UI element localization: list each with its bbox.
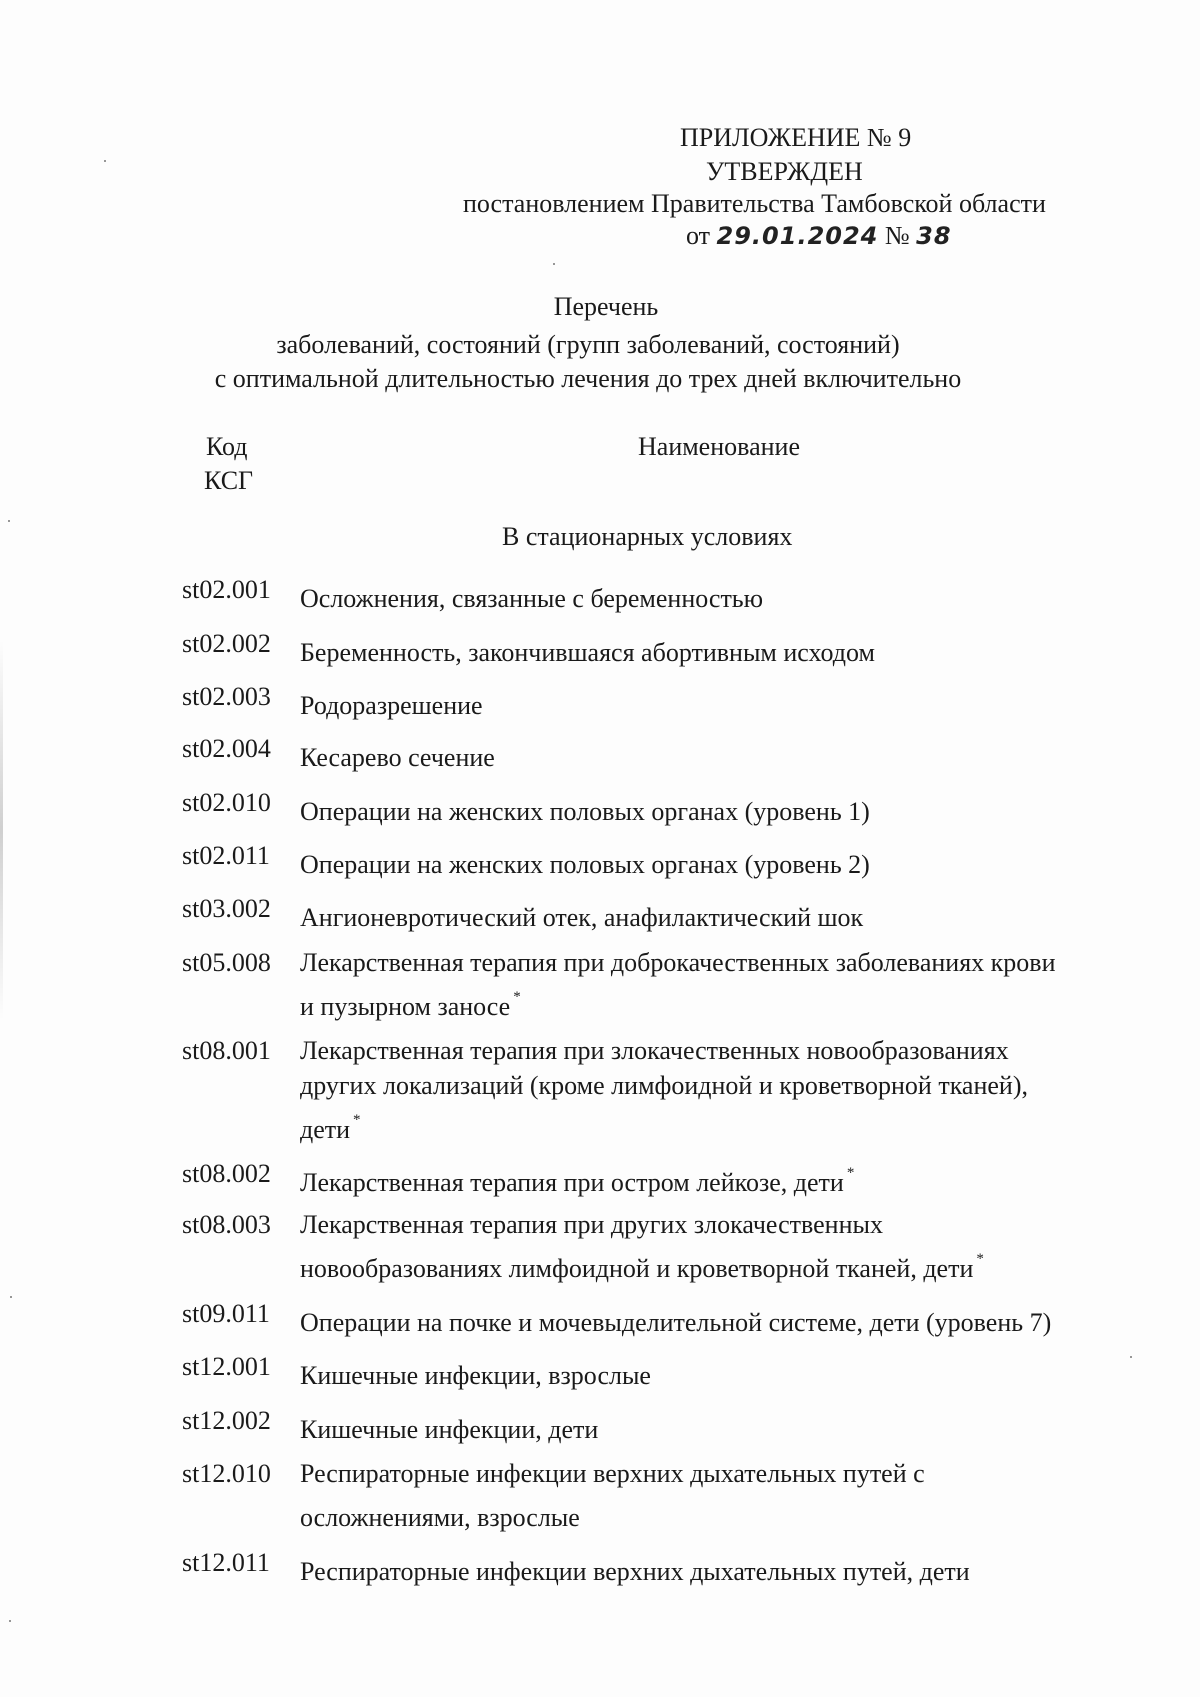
ksg-name <box>300 1456 1142 1535</box>
ksg-code: st12.011 <box>182 1548 270 1577</box>
ksg-code: st02.003 <box>182 682 271 711</box>
ksg-name-text: Лекарственная терапия при злокачественных новообразованиях других локализаций (кроме лимфоидной и кроветворной тканей), дети <box>300 1036 1028 1144</box>
table-row <box>182 1403 1142 1447</box>
table-row <box>182 1456 1142 1535</box>
ksg-code: st12.002 <box>182 1406 271 1435</box>
ksg-name <box>300 1349 1142 1393</box>
column-header-code-line2: КСГ <box>204 466 254 495</box>
ksg-code: st08.003 <box>182 1210 271 1239</box>
table-row <box>182 891 1142 935</box>
ksg-name <box>300 1545 1142 1589</box>
column-header-code-line1: Код <box>206 432 248 461</box>
approved-label: УТВЕРЖДЕН <box>706 157 863 186</box>
ksg-name-text: Лекарственная терапия при других злокачественных новообразованиях лимфоидной и кроветворной тканей, дети <box>300 1210 974 1283</box>
document-subtitle-line2: с оптимальной длительностью лечения до трех дней включительно <box>214 364 962 393</box>
ksg-code: st08.001 <box>182 1036 271 1065</box>
ksg-name-text: Кишечные инфекции, дети <box>300 1415 599 1444</box>
ksg-name-text: Родоразрешение <box>300 691 483 720</box>
table-row <box>182 1033 1142 1147</box>
ksg-name <box>300 626 1142 670</box>
ksg-code: st12.001 <box>182 1352 271 1381</box>
ksg-name-text: Лекарственная терапия при остром лейкозе, дети <box>300 1168 844 1197</box>
table-row <box>182 838 1142 882</box>
ksg-code: st05.008 <box>182 948 271 977</box>
ksg-code: st02.011 <box>182 841 270 870</box>
table-row <box>182 731 1142 775</box>
ksg-name <box>300 838 1142 882</box>
ksg-name-text: Респираторные инфекции верхних дыхательных путей, дети <box>300 1557 970 1586</box>
ksg-name <box>300 731 1142 775</box>
ksg-name <box>300 1403 1142 1447</box>
ksg-name-text: Лекарственная терапия при доброкачественных заболеваниях крови и пузырном заносе <box>300 948 1056 1021</box>
ksg-code: st08.002 <box>182 1159 271 1188</box>
ksg-code: st03.002 <box>182 894 271 923</box>
ksg-name <box>300 572 1142 616</box>
handwritten-number: 38 <box>916 222 952 250</box>
ksg-code: st02.001 <box>182 575 271 604</box>
ksg-name-text: Операции на женских половых органах (уровень 1) <box>300 797 870 826</box>
ksg-name <box>300 1296 1142 1340</box>
decree-line: постановлением Правительства Тамбовской области <box>463 189 1046 218</box>
appendix-number: ПРИЛОЖЕНИЕ № 9 <box>680 123 912 152</box>
column-header-name: Наименование <box>638 432 800 461</box>
table-row <box>182 572 1142 616</box>
ksg-name-text: Операции на женских половых органах (уровень 2) <box>300 850 870 879</box>
ksg-name <box>300 785 1142 829</box>
table-row <box>182 785 1142 829</box>
ksg-name-text: Кесарево сечение <box>300 743 495 772</box>
footnote-mark: * <box>846 1165 855 1181</box>
ksg-name <box>300 1033 1142 1147</box>
scan-edge-shadow <box>0 640 3 1020</box>
ksg-name <box>300 1207 1142 1286</box>
ksg-code: st02.002 <box>182 629 271 658</box>
footnote-mark: * <box>513 989 521 1005</box>
ksg-code: st12.010 <box>182 1459 271 1488</box>
table-row <box>182 626 1142 670</box>
ksg-name-text: Осложнения, связанные с беременностью <box>300 584 764 613</box>
ksg-name <box>300 891 1142 935</box>
ksg-name-text: Операции на почке и мочевыделительной системе, дети (уровень 7) <box>300 1308 1052 1337</box>
footnote-mark: * <box>976 1251 984 1267</box>
ksg-name-text: Беременность, закончившаяся абортивным исходом <box>300 638 875 667</box>
document-subtitle-line1: заболеваний, состояний (групп заболеваний, состояний) <box>276 330 900 359</box>
ksg-code: st02.004 <box>182 734 271 763</box>
ksg-code: st09.011 <box>182 1299 270 1328</box>
ksg-name <box>300 945 1142 1024</box>
document-title: Перечень <box>553 292 659 321</box>
table-row <box>182 1156 1142 1200</box>
ksg-name-text: Ангионевротический отек, анафилактический шок <box>300 903 864 932</box>
table-row <box>182 1349 1142 1393</box>
ksg-name <box>300 1156 1142 1200</box>
table-row <box>182 1296 1142 1340</box>
table-row <box>182 945 1142 1024</box>
table-row <box>182 1545 1142 1589</box>
ksg-name-text: Респираторные инфекции верхних дыхательных путей с осложнениями, взрослые <box>300 1459 925 1532</box>
ksg-name-text: Кишечные инфекции, взрослые <box>300 1361 651 1390</box>
ksg-code: st02.010 <box>182 788 271 817</box>
table-row <box>182 679 1142 723</box>
number-prefix: № <box>884 221 910 250</box>
ksg-name <box>300 679 1142 723</box>
section-title: В стационарных условиях <box>502 522 793 551</box>
table-row <box>182 1207 1142 1286</box>
decree-date-line <box>686 220 952 252</box>
handwritten-date: 29.01.2024 <box>716 222 879 250</box>
date-prefix: от <box>686 221 711 250</box>
footnote-mark: * <box>353 1112 361 1128</box>
